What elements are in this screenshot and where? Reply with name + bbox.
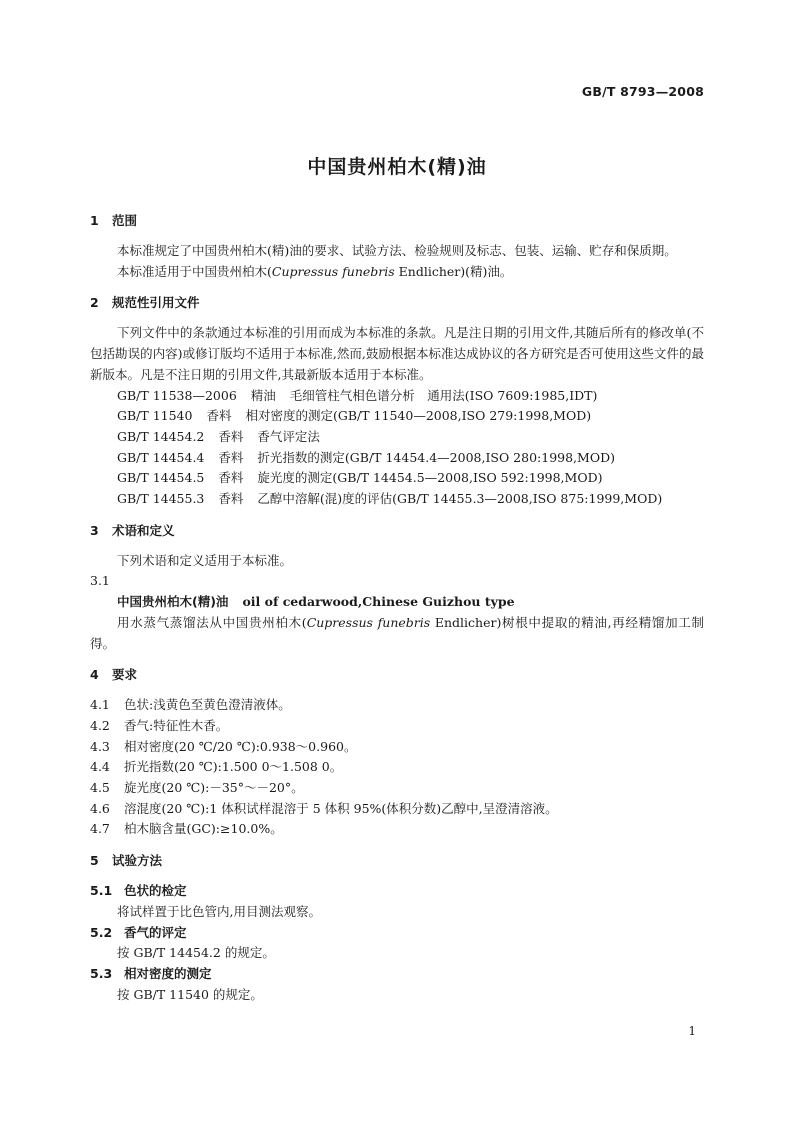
page-number: 1	[688, 1024, 696, 1038]
text-run: 用水蒸气蒸馏法从中国贵州柏木(	[117, 614, 307, 630]
section-number: 3	[90, 522, 99, 538]
clause-number: 4.5	[90, 780, 110, 796]
reference-field: 香料	[218, 428, 244, 444]
text-run: 本标准适用于中国贵州柏木(	[117, 263, 272, 279]
requirement-item	[90, 757, 704, 778]
reference-item	[90, 448, 704, 469]
section-number: 1	[90, 213, 99, 228]
reference-title: 相对密度的测定(GB/T 11540—2008,ISO 279:1998,MOD)	[245, 408, 592, 424]
requirement-item	[90, 799, 704, 820]
definition-term	[90, 592, 704, 613]
clause-number: 4.4	[90, 759, 110, 775]
reference-title: 折光指数的测定(GB/T 14454.4—2008,ISO 280:1998,MOD)	[257, 449, 615, 465]
subsection-text: 按 GB/T 11540 的规定。	[117, 986, 263, 1002]
section-heading-test-methods	[90, 851, 704, 871]
reference-title: 旋光度的测定(GB/T 14454.5—2008,ISO 592:1998,MOD)	[257, 470, 603, 486]
section-number: 2	[90, 295, 99, 311]
reference-title: 毛细管柱气相色谱分析 通用法(ISO 7609:1985,IDT)	[289, 387, 598, 403]
term-chinese: 中国贵州柏木(精)油	[117, 594, 229, 610]
reference-code: GB/T 14454.2	[117, 428, 205, 444]
requirement-text: 折光指数(20 ℃):1.500 0～1.508 0。	[124, 759, 343, 775]
clause-number: 4.7	[90, 821, 110, 837]
subsection-heading	[90, 964, 704, 985]
reference-title: 香气评定法	[257, 428, 320, 444]
clause-number: 4.2	[90, 717, 110, 733]
reference-item	[90, 386, 704, 407]
section-heading-terms	[90, 521, 704, 541]
section-heading-requirements	[90, 665, 704, 685]
section-title: 术语和定义	[112, 522, 175, 538]
reference-field: 香料	[218, 491, 244, 507]
reference-field: 精油	[250, 387, 276, 403]
reference-item	[90, 406, 704, 427]
subsection-title: 香气的评定	[124, 924, 187, 940]
reference-item	[90, 468, 704, 489]
term-english: oil of cedarwood,Chinese Guizhou type	[242, 594, 515, 610]
section-heading-scope	[90, 211, 704, 231]
clause-number: 4.6	[90, 800, 110, 816]
subsection-title: 色状的检定	[124, 883, 187, 899]
clause-number: 4.3	[90, 738, 110, 754]
reference-list	[90, 386, 704, 510]
standard-code: GB/T 8793—2008	[581, 84, 704, 99]
subsection-heading	[90, 881, 704, 902]
definition-text	[90, 613, 704, 654]
clause-number: 4.1	[90, 697, 110, 713]
requirement-item	[90, 695, 704, 716]
latin-species-name: Cupressus funebris	[271, 263, 395, 279]
requirement-text: 色状:浅黄色至黄色澄清液体。	[124, 697, 291, 713]
reference-field: 香料	[218, 470, 244, 486]
section-title: 要求	[112, 667, 138, 683]
reference-title: 乙醇中溶解(混)度的评估(GB/T 14455.3—2008,ISO 875:1999,MOD)	[257, 491, 663, 507]
reference-field: 香料	[206, 408, 232, 424]
section-number: 4	[90, 667, 99, 683]
requirement-text: 溶混度(20 ℃):1 体积试样混溶于 5 体积 95%(体积分数)乙醇中,呈澄清溶液。	[124, 800, 558, 816]
scope-paragraph-2	[90, 262, 704, 283]
subsection-text: 按 GB/T 14454.2 的规定。	[117, 945, 275, 961]
latin-species-name: Cupressus funebris	[306, 614, 431, 630]
requirement-text: 柏木脑含量(GC):≥10.0%。	[124, 821, 283, 837]
requirement-item	[90, 819, 704, 840]
document-body	[90, 211, 704, 1005]
section-title: 规范性引用文件	[112, 295, 200, 311]
requirement-text: 香气:特征性木香。	[124, 717, 229, 733]
subsection-text: 将试样置于比色管内,用目测法观察。	[117, 903, 321, 919]
reference-item	[90, 427, 704, 448]
references-intro: 下列文件中的条款通过本标准的引用而成为本标准的条款。凡是注日期的引用文件,其随后所有的修改单(不包括勘误的内容)或修订版均不适用于本标准,然而,鼓励根据本标准达成协议的各方研究是否可使用这些文件的最新版本。凡是不注日期的引用文件,其最新版本适用于本标准。	[90, 325, 704, 382]
scope-paragraph-1: 本标准规定了中国贵州柏木(精)油的要求、试验方法、检验规则及标志、包装、运输、贮存和保质期。	[117, 243, 677, 258]
reference-code: GB/T 11538—2006	[117, 387, 237, 403]
reference-item	[90, 489, 704, 510]
text-run: Endlicher)树根中提取的精油,再经精馏加工制得。	[90, 614, 704, 651]
requirement-item	[90, 778, 704, 799]
text-run: Endlicher)(精)油。	[394, 263, 513, 279]
requirement-text: 旋光度(20 ℃):－35°～－20°。	[124, 780, 304, 796]
reference-code: GB/T 14455.3	[117, 491, 205, 507]
reference-code: GB/T 14454.4	[117, 449, 205, 465]
clause-number: 5.1	[90, 883, 113, 899]
section-title: 试验方法	[112, 853, 163, 869]
reference-field: 香料	[218, 449, 244, 465]
section-heading-normative-references	[90, 293, 704, 313]
reference-code: GB/T 14454.5	[117, 470, 205, 486]
clause-number: 5.2	[90, 924, 113, 940]
section-title: 范围	[112, 213, 138, 228]
subsection-heading	[90, 923, 704, 944]
definition-number: 3.1	[90, 573, 110, 589]
subsection-title: 相对密度的测定	[124, 965, 212, 981]
requirement-item	[90, 716, 704, 737]
clause-number: 5.3	[90, 965, 113, 981]
requirement-text: 相对密度(20 ℃/20 ℃):0.938～0.960。	[124, 738, 357, 754]
reference-code: GB/T 11540	[117, 408, 193, 424]
terms-intro: 下列术语和定义适用于本标准。	[117, 552, 293, 568]
document-title: 中国贵州柏木(精)油	[307, 156, 487, 178]
requirement-item	[90, 737, 704, 758]
section-number: 5	[90, 853, 99, 869]
